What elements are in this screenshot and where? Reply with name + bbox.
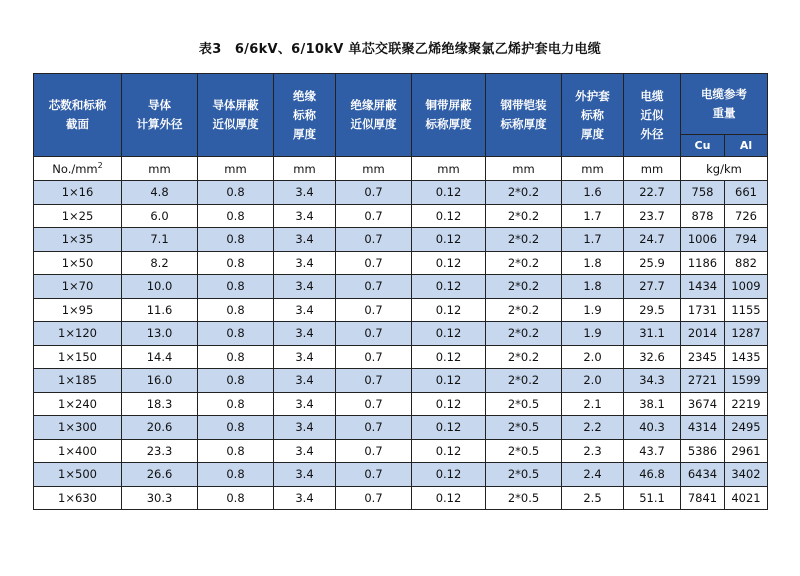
table-cell: 40.3 bbox=[624, 416, 681, 440]
table-cell: 0.8 bbox=[198, 463, 274, 487]
table-cell: 3.4 bbox=[274, 275, 336, 299]
table-cell: 794 bbox=[725, 228, 768, 252]
table-cell: 1×50 bbox=[34, 251, 122, 275]
cable-spec-table bbox=[33, 73, 768, 510]
table-cell: 3.4 bbox=[274, 228, 336, 252]
table-cell: 2.5 bbox=[562, 486, 624, 510]
table-cell: 1287 bbox=[725, 322, 768, 346]
table-cell: 0.7 bbox=[336, 204, 412, 228]
table-cell: 661 bbox=[725, 181, 768, 205]
table-cell: 726 bbox=[725, 204, 768, 228]
table-cell: 7.1 bbox=[122, 228, 198, 252]
unit-cell: mm bbox=[274, 157, 336, 181]
table-cell: 1599 bbox=[725, 369, 768, 393]
table-cell: 1×150 bbox=[34, 345, 122, 369]
table-cell: 0.7 bbox=[336, 369, 412, 393]
table-cell: 23.7 bbox=[624, 204, 681, 228]
table-cell: 2.0 bbox=[562, 345, 624, 369]
table-cell: 31.1 bbox=[624, 322, 681, 346]
table-cell: 0.12 bbox=[412, 463, 486, 487]
table-row bbox=[34, 275, 768, 299]
table-cell: 0.7 bbox=[336, 251, 412, 275]
unit-cell: mm bbox=[486, 157, 562, 181]
table-cell: 3.4 bbox=[274, 416, 336, 440]
unit-cell: mm bbox=[122, 157, 198, 181]
table-cell: 0.12 bbox=[412, 298, 486, 322]
header-steel-tape: 钢带铠装 标称厚度 bbox=[486, 74, 562, 157]
table-cell: 0.12 bbox=[412, 322, 486, 346]
table-cell: 1×25 bbox=[34, 204, 122, 228]
table-cell: 2495 bbox=[725, 416, 768, 440]
table-cell: 2345 bbox=[681, 345, 725, 369]
unit-cell: kg/km bbox=[681, 157, 768, 181]
header-weight-cu: Cu bbox=[681, 135, 725, 157]
table-cell: 0.8 bbox=[198, 345, 274, 369]
table-cell: 1×240 bbox=[34, 392, 122, 416]
unit-cell: mm bbox=[412, 157, 486, 181]
table-cell: 0.8 bbox=[198, 275, 274, 299]
table-cell: 1.8 bbox=[562, 251, 624, 275]
table-cell: 32.6 bbox=[624, 345, 681, 369]
table-cell: 3.4 bbox=[274, 251, 336, 275]
table-cell: 1.9 bbox=[562, 298, 624, 322]
table-cell: 4314 bbox=[681, 416, 725, 440]
table-cell: 0.12 bbox=[412, 181, 486, 205]
table-cell: 0.7 bbox=[336, 298, 412, 322]
table-cell: 2*0.2 bbox=[486, 369, 562, 393]
table-cell: 0.8 bbox=[198, 181, 274, 205]
table-row bbox=[34, 181, 768, 205]
table-cell: 5386 bbox=[681, 439, 725, 463]
table-cell: 1.9 bbox=[562, 322, 624, 346]
units-row bbox=[34, 157, 768, 181]
header-cable-weight: 电缆参考 重量 bbox=[681, 74, 768, 135]
header-cores-section: 芯数和标称 截面 bbox=[34, 74, 122, 157]
table-row bbox=[34, 463, 768, 487]
table-cell: 0.8 bbox=[198, 439, 274, 463]
table-cell: 10.0 bbox=[122, 275, 198, 299]
header-insulation-screen: 绝缘屏蔽 近似厚度 bbox=[336, 74, 412, 157]
table-cell: 1.7 bbox=[562, 228, 624, 252]
table-row bbox=[34, 204, 768, 228]
table-cell: 1×16 bbox=[34, 181, 122, 205]
table-cell: 18.3 bbox=[122, 392, 198, 416]
table-cell: 1×70 bbox=[34, 275, 122, 299]
table-cell: 1×630 bbox=[34, 486, 122, 510]
table-cell: 0.12 bbox=[412, 369, 486, 393]
table-cell: 0.12 bbox=[412, 251, 486, 275]
table-cell: 1006 bbox=[681, 228, 725, 252]
table-cell: 3.4 bbox=[274, 345, 336, 369]
table-cell: 1×400 bbox=[34, 439, 122, 463]
table-cell: 2*0.5 bbox=[486, 439, 562, 463]
table-cell: 1×120 bbox=[34, 322, 122, 346]
table-cell: 3.4 bbox=[274, 392, 336, 416]
table-cell: 16.0 bbox=[122, 369, 198, 393]
table-row bbox=[34, 392, 768, 416]
unit-cell: mm bbox=[336, 157, 412, 181]
table-cell: 3674 bbox=[681, 392, 725, 416]
table-cell: 0.8 bbox=[198, 392, 274, 416]
header-insulation-thickness: 绝缘 标称 厚度 bbox=[274, 74, 336, 157]
table-cell: 2*0.5 bbox=[486, 463, 562, 487]
table-cell: 1×35 bbox=[34, 228, 122, 252]
table-cell: 0.7 bbox=[336, 275, 412, 299]
table-cell: 0.7 bbox=[336, 345, 412, 369]
table-cell: 2*0.2 bbox=[486, 204, 562, 228]
table-cell: 1.7 bbox=[562, 204, 624, 228]
table-cell: 2*0.5 bbox=[486, 416, 562, 440]
table-cell: 0.8 bbox=[198, 204, 274, 228]
table-cell: 4021 bbox=[725, 486, 768, 510]
header-outer-sheath: 外护套 标称 厚度 bbox=[562, 74, 624, 157]
table-cell: 6434 bbox=[681, 463, 725, 487]
table-cell: 0.7 bbox=[336, 228, 412, 252]
table-row bbox=[34, 298, 768, 322]
table-cell: 22.7 bbox=[624, 181, 681, 205]
table-cell: 26.6 bbox=[122, 463, 198, 487]
table-cell: 34.3 bbox=[624, 369, 681, 393]
table-cell: 2*0.2 bbox=[486, 228, 562, 252]
unit-cell: mm bbox=[624, 157, 681, 181]
table-cell: 0.12 bbox=[412, 416, 486, 440]
table-cell: 1×185 bbox=[34, 369, 122, 393]
header-row bbox=[34, 74, 768, 135]
table-cell: 27.7 bbox=[624, 275, 681, 299]
table-cell: 3.4 bbox=[274, 322, 336, 346]
table-cell: 2*0.2 bbox=[486, 345, 562, 369]
table-cell: 2721 bbox=[681, 369, 725, 393]
table-cell: 0.12 bbox=[412, 439, 486, 463]
table-cell: 2*0.2 bbox=[486, 298, 562, 322]
table-cell: 1.6 bbox=[562, 181, 624, 205]
table-cell: 14.4 bbox=[122, 345, 198, 369]
table-cell: 1×95 bbox=[34, 298, 122, 322]
table-cell: 0.7 bbox=[336, 439, 412, 463]
table-cell: 2*0.2 bbox=[486, 322, 562, 346]
table-cell: 882 bbox=[725, 251, 768, 275]
unit-cell: mm bbox=[562, 157, 624, 181]
table-cell: 11.6 bbox=[122, 298, 198, 322]
table-cell: 2*0.2 bbox=[486, 251, 562, 275]
table-cell: 1.8 bbox=[562, 275, 624, 299]
table-row bbox=[34, 416, 768, 440]
table-cell: 3.4 bbox=[274, 181, 336, 205]
table-cell: 3.4 bbox=[274, 439, 336, 463]
table-row bbox=[34, 228, 768, 252]
table-cell: 30.3 bbox=[122, 486, 198, 510]
table-cell: 0.12 bbox=[412, 486, 486, 510]
table-cell: 7841 bbox=[681, 486, 725, 510]
table-cell: 0.8 bbox=[198, 228, 274, 252]
header-weight-al: Al bbox=[725, 135, 768, 157]
table-cell: 3.4 bbox=[274, 463, 336, 487]
table-cell: 6.0 bbox=[122, 204, 198, 228]
table-cell: 0.7 bbox=[336, 463, 412, 487]
table-cell: 2*0.2 bbox=[486, 275, 562, 299]
table-cell: 0.7 bbox=[336, 486, 412, 510]
table-cell: 2.4 bbox=[562, 463, 624, 487]
table-cell: 3.4 bbox=[274, 369, 336, 393]
table-cell: 38.1 bbox=[624, 392, 681, 416]
table-cell: 3402 bbox=[725, 463, 768, 487]
table-cell: 1731 bbox=[681, 298, 725, 322]
table-cell: 0.12 bbox=[412, 275, 486, 299]
table-cell: 20.6 bbox=[122, 416, 198, 440]
unit-cell: $No./mm^2$ bbox=[34, 157, 122, 181]
table-cell: 2219 bbox=[725, 392, 768, 416]
table-cell: 0.7 bbox=[336, 322, 412, 346]
table-cell: 43.7 bbox=[624, 439, 681, 463]
header-copper-tape: 铜带屏蔽 标称厚度 bbox=[412, 74, 486, 157]
table-cell: 0.8 bbox=[198, 322, 274, 346]
table-row bbox=[34, 251, 768, 275]
table-cell: 2961 bbox=[725, 439, 768, 463]
table-cell: 0.8 bbox=[198, 486, 274, 510]
table-cell: 29.5 bbox=[624, 298, 681, 322]
table-cell: 1435 bbox=[725, 345, 768, 369]
table-cell: 758 bbox=[681, 181, 725, 205]
table-cell: 1155 bbox=[725, 298, 768, 322]
table-cell: 1×300 bbox=[34, 416, 122, 440]
table-cell: 0.12 bbox=[412, 228, 486, 252]
table-cell: 1×500 bbox=[34, 463, 122, 487]
table-cell: 0.12 bbox=[412, 392, 486, 416]
header-conductor-screen: 导体屏蔽 近似厚度 bbox=[198, 74, 274, 157]
table-row bbox=[34, 486, 768, 510]
table-cell: 2*0.2 bbox=[486, 181, 562, 205]
table-cell: 0.7 bbox=[336, 416, 412, 440]
table-cell: 0.8 bbox=[198, 251, 274, 275]
header-cable-diameter: 电缆 近似 外径 bbox=[624, 74, 681, 157]
table-cell: 0.12 bbox=[412, 204, 486, 228]
table-row bbox=[34, 345, 768, 369]
table-cell: 3.4 bbox=[274, 204, 336, 228]
unit-cell: mm bbox=[198, 157, 274, 181]
table-cell: 23.3 bbox=[122, 439, 198, 463]
table-cell: 0.7 bbox=[336, 181, 412, 205]
table-cell: 2.0 bbox=[562, 369, 624, 393]
table-cell: 2.2 bbox=[562, 416, 624, 440]
table-cell: 51.1 bbox=[624, 486, 681, 510]
table-row bbox=[34, 439, 768, 463]
table-cell: 24.7 bbox=[624, 228, 681, 252]
unit-superscript: 2 bbox=[97, 160, 103, 170]
table-cell: 3.4 bbox=[274, 298, 336, 322]
table-row bbox=[34, 322, 768, 346]
table-cell: 2*0.5 bbox=[486, 392, 562, 416]
table-cell: 25.9 bbox=[624, 251, 681, 275]
table-cell: 1009 bbox=[725, 275, 768, 299]
table-cell: 0.8 bbox=[198, 369, 274, 393]
table-cell: 4.8 bbox=[122, 181, 198, 205]
table-cell: 46.8 bbox=[624, 463, 681, 487]
table-cell: 2.3 bbox=[562, 439, 624, 463]
table-cell: 2*0.5 bbox=[486, 486, 562, 510]
header-conductor-diameter: 导体 计算外径 bbox=[122, 74, 198, 157]
table-cell: 0.8 bbox=[198, 298, 274, 322]
table-cell: 3.4 bbox=[274, 486, 336, 510]
table-title: 表3 6/6kV、6/10kV 单芯交联聚乙烯绝缘聚氯乙烯护套电力电缆 bbox=[198, 42, 602, 57]
table-cell: 2.1 bbox=[562, 392, 624, 416]
table-cell: 0.8 bbox=[198, 416, 274, 440]
table-cell: 2014 bbox=[681, 322, 725, 346]
table-cell: 13.0 bbox=[122, 322, 198, 346]
table-cell: 878 bbox=[681, 204, 725, 228]
table-cell: 0.12 bbox=[412, 345, 486, 369]
table-cell: 1434 bbox=[681, 275, 725, 299]
table-cell: 1186 bbox=[681, 251, 725, 275]
table-cell: 0.7 bbox=[336, 392, 412, 416]
table-cell: 8.2 bbox=[122, 251, 198, 275]
table-row bbox=[34, 369, 768, 393]
